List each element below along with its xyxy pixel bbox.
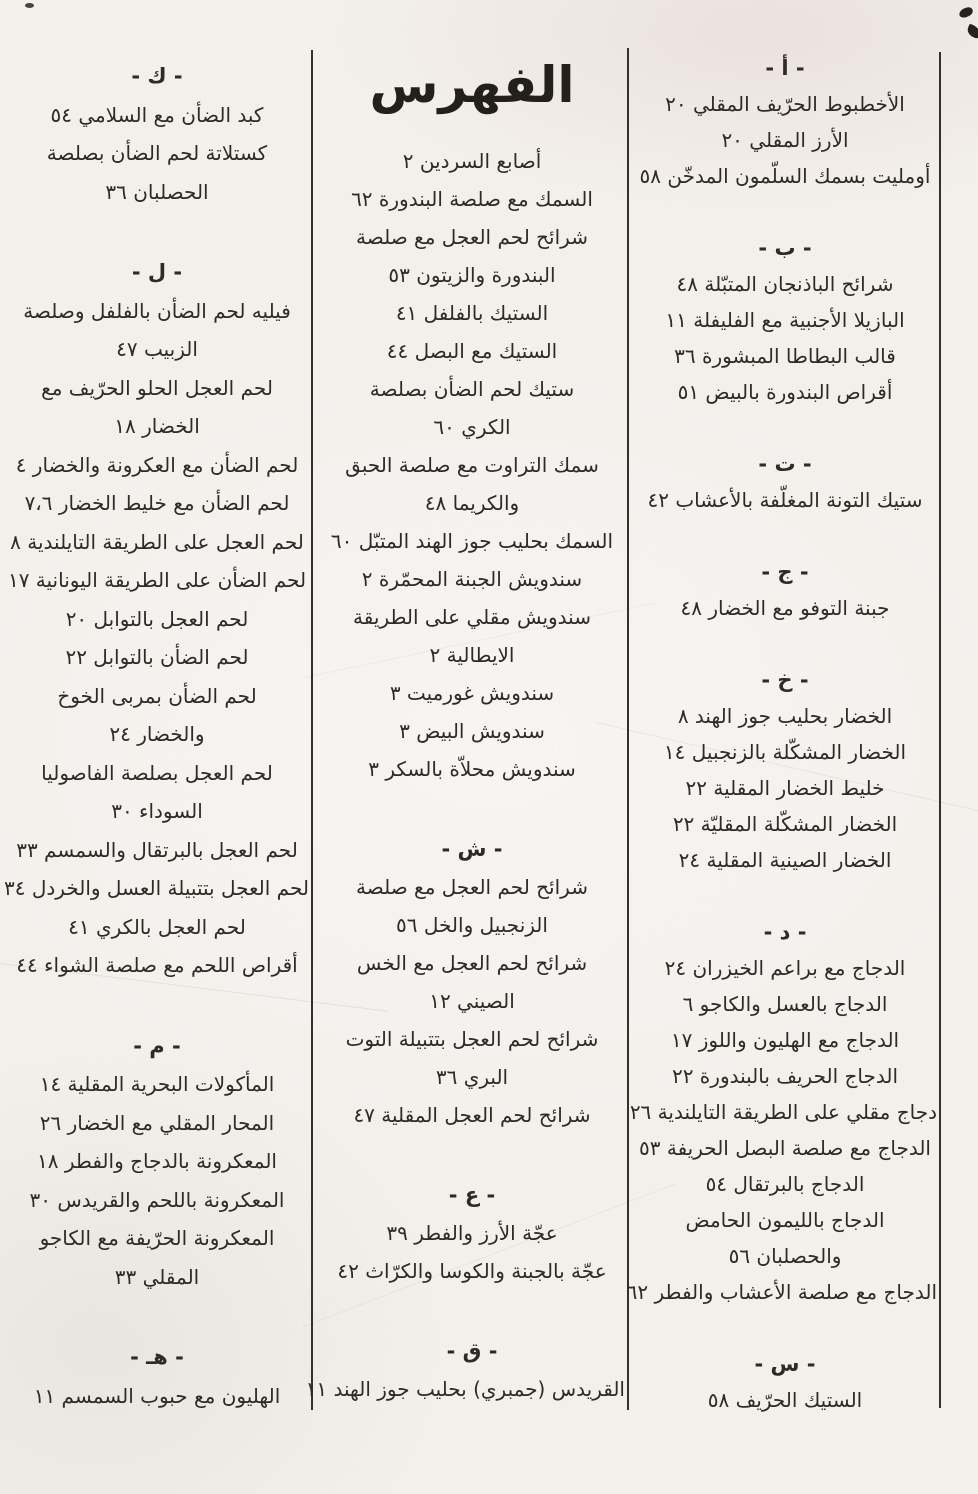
index-entry	[320, 868, 626, 944]
index-column-left	[6, 57, 310, 1415]
entry-line: أومليت بسمك السلّمون المدخّن ٥٨	[640, 164, 932, 188]
index-entry	[6, 1065, 310, 1104]
entry-line: سندويش محلاّة بالسكر ٣	[369, 757, 577, 781]
entry-line: سندويش مقلي على الطريقة	[354, 605, 592, 629]
index-entry	[634, 1130, 938, 1166]
entry-line: لحم العجل على الطريقة التايلندية ٨	[11, 529, 305, 554]
index-entry	[320, 522, 626, 560]
index-entry	[6, 1377, 310, 1416]
index-entry	[6, 1104, 310, 1143]
index-entry	[627, 1274, 938, 1310]
entry-line: لحم العجل الحلو الحرّيف مع	[42, 375, 274, 400]
entry-line: المعكرونة باللحم والقريدس ٣٠	[30, 1187, 286, 1212]
index-entry	[320, 712, 626, 750]
entry-line: الستيك الحرّيف ٥٨	[708, 1388, 864, 1412]
section-letter: - س -	[755, 1352, 817, 1376]
index-entry	[320, 1252, 626, 1290]
index-entry	[6, 638, 310, 677]
entry-line: كستلاتة لحم الضأن بصلصة	[47, 141, 269, 165]
entry-line: الدجاج بالعسل والكاجو ٦	[683, 992, 889, 1016]
entry-line: لحم العجل بالبرتقال والسمسم ٣٣	[17, 837, 299, 862]
index-entry	[320, 142, 626, 180]
entry-line: جبنة التوفو مع الخضار ٤٨	[681, 596, 891, 620]
index-entry	[306, 1370, 626, 1408]
entry-line: القريدس (جمبري) بحليب جوز الهند ١١	[306, 1377, 626, 1401]
section-letter: - أ -	[766, 56, 806, 80]
entry-line: لحم الضأن مع خليط الخضار ٧،٦	[25, 491, 291, 515]
entry-line: لحم العجل بالتوابل ٢٠	[66, 606, 250, 631]
entry-line: الايطالية ٢	[430, 643, 516, 667]
entry-line: المأكولات البحرية المقلية ١٤	[40, 1072, 276, 1096]
entry-line: الخضار ١٨	[115, 414, 201, 438]
index-entry	[634, 482, 938, 518]
index-entry	[6, 677, 310, 754]
entry-line: الخضار بحليب جوز الهند ٨	[678, 704, 894, 728]
index-entry	[634, 770, 938, 806]
index-entry	[634, 122, 938, 158]
entry-line: البري ٣٦	[436, 1065, 510, 1089]
index-entry	[634, 86, 938, 122]
index-entry	[634, 590, 938, 626]
index-entry	[634, 266, 938, 302]
entry-line: الخضار الصينية المقلية ٢٤	[679, 848, 893, 872]
index-entry	[320, 1096, 626, 1134]
entry-line: شرائح لحم العجل مع صلصة	[357, 225, 589, 249]
section-letter: - هـ -	[131, 1345, 185, 1369]
index-entry	[6, 869, 310, 908]
entry-line: الزبيب ٤٧	[117, 337, 199, 361]
index-entry	[6, 600, 310, 639]
entry-line: الحصلبان ٣٦	[106, 179, 210, 204]
entry-line: السمك بحليب جوز الهند المتبّل ٦٠	[331, 529, 615, 553]
entry-line: لحم الضأن بمربى الخوخ	[58, 683, 258, 708]
index-entry	[634, 1166, 938, 1202]
entry-line: فيليه لحم الضأن بالفلفل وصلصة	[24, 298, 292, 323]
entry-line: والخضار ٢٤	[110, 722, 206, 746]
entry-line: المعكرونة الحرّيفة مع الكاجو	[40, 1226, 276, 1250]
entry-line: سمك التراوت مع صلصة الحبق	[346, 453, 600, 477]
column-divider-left	[312, 50, 314, 1410]
entry-line: الخضار المشكّلة بالزنجبيل ١٤	[664, 740, 908, 764]
section-letter: - ل -	[132, 260, 184, 284]
section-letter: - ق -	[447, 1339, 499, 1363]
index-entry	[634, 374, 938, 410]
index-entry	[6, 754, 310, 831]
index-entry	[320, 1020, 626, 1096]
section-letter: - خ -	[762, 668, 810, 692]
index-entry	[634, 806, 938, 842]
index-entry	[6, 1181, 310, 1220]
index-entry	[6, 134, 310, 211]
entry-line: لحم العجل بتتبيلة العسل والخردل ٣٤	[5, 876, 310, 900]
index-entry	[320, 1214, 626, 1252]
entry-line: ستيك لحم الضأن بصلصة	[370, 377, 576, 401]
index-entry	[320, 560, 626, 598]
index-entry	[6, 523, 310, 562]
entry-line: شرائح لحم العجل مع الخس	[357, 951, 589, 975]
entry-line: السوداء ٣٠	[112, 799, 204, 823]
section-letter: - ب -	[759, 236, 813, 260]
index-column-right	[627, 50, 938, 1418]
index-entry	[630, 1094, 938, 1130]
index-entry	[634, 734, 938, 770]
ink-blot	[966, 24, 978, 40]
entry-line: شرائح لحم العجل المقلية ٤٧	[354, 1103, 592, 1127]
index-entry	[634, 950, 938, 986]
index-entry	[6, 908, 310, 947]
column-divider-center	[628, 48, 630, 1410]
index-entry	[634, 986, 938, 1022]
entry-line: دجاج مقلي على الطريقة التايلندية ٢٦	[630, 1100, 938, 1124]
entry-line: أقراص اللحم مع صلصة الشواء ٤٤	[17, 953, 299, 977]
index-entry	[320, 674, 626, 712]
index-entry	[6, 1142, 310, 1181]
entry-line: الدجاج الحريف بالبندورة ٢٢	[672, 1064, 900, 1088]
index-entry	[320, 218, 626, 294]
entry-line: شرائح الباذنجان المتبّلة ٤٨	[677, 272, 895, 296]
entry-line: الدجاج بالبرتقال ٥٤	[706, 1172, 866, 1196]
entry-line: لحم العجل بصلصة الفاصوليا	[42, 760, 274, 785]
index-column-center	[306, 48, 626, 1408]
entry-line: الستيك بالفلفل ٤١	[396, 301, 550, 325]
entry-line: كبد الضأن مع السلامي ٥٤	[51, 102, 265, 127]
page-title: الفهرس	[370, 56, 576, 114]
entry-line: المقلي ٣٣	[115, 1264, 201, 1289]
index-entry	[6, 369, 310, 446]
entry-line: لحم الضأن بالتوابل ٢٢	[66, 645, 250, 669]
entry-line: شرائح لحم العجل بتتبيلة التوت	[346, 1027, 600, 1051]
entry-line: الأخطبوط الحرّيف المقلي ٢٠	[666, 92, 906, 116]
entry-line: خليط الخضار المقلية ٢٢	[686, 776, 886, 800]
entry-line: الدجاج مع صلصة الأعشاب والفطر ٦٢	[627, 1280, 938, 1304]
index-entry	[6, 831, 310, 870]
index-entry	[634, 698, 938, 734]
entry-line: المعكرونة بالدجاج والفطر ١٨	[38, 1149, 278, 1173]
entry-line: لحم العجل بالكري ٤١	[69, 914, 247, 939]
index-entry	[6, 1219, 310, 1296]
entry-line: الدجاج مع صلصة البصل الحريفة ٥٣	[640, 1136, 932, 1160]
entry-line: الأرز المقلي ٢٠	[722, 128, 850, 152]
entry-line: البازيلا الأجنبية مع الفليفلة ١١	[666, 308, 906, 332]
entry-line: الدجاج مع براعم الخيزران ٢٤	[665, 956, 907, 980]
index-entry	[320, 294, 626, 332]
index-entry	[320, 598, 626, 674]
index-entry	[320, 446, 626, 522]
entry-line: عجّة بالجبنة والكوسا والكرّاث ٤٢	[338, 1259, 608, 1283]
index-entry	[320, 332, 626, 370]
section-letter: - ك -	[132, 64, 184, 88]
entry-line: الزنجبيل والخل ٥٦	[397, 913, 549, 937]
index-entry	[320, 750, 626, 788]
index-entry	[6, 561, 310, 600]
entry-line: الهليون مع حبوب السمسم ١١	[34, 1383, 282, 1408]
index-entry	[320, 180, 626, 218]
entry-line: الدجاج بالليمون الحامض	[686, 1208, 886, 1232]
index-entry	[634, 1382, 938, 1418]
index-entry	[634, 302, 938, 338]
index-entry	[634, 842, 938, 878]
index-entry	[634, 1202, 938, 1274]
entry-line: الدجاج مع الهليون واللوز ١٧	[671, 1028, 901, 1052]
column-divider-right	[940, 52, 942, 1408]
entry-line: الكري ٦٠	[434, 415, 512, 439]
index-entry	[6, 484, 310, 523]
section-letter: - ش -	[442, 837, 504, 861]
index-entry	[634, 338, 938, 374]
entry-line: والحصلبان ٥٦	[729, 1244, 843, 1268]
index-entry	[634, 1022, 938, 1058]
entry-line: سندويش غورميت ٣	[390, 681, 556, 705]
entry-line: أصابع السردين ٢	[403, 149, 543, 173]
entry-line: البندورة والزيتون ٥٣	[389, 263, 557, 287]
entry-line: سندويش الجبنة المحمّرة ٢	[362, 567, 584, 591]
index-entry	[320, 944, 626, 1020]
entry-line: أقراص البندورة بالبيض ٥١	[678, 380, 894, 404]
section-letter: - ت -	[759, 452, 813, 476]
index-entry	[6, 292, 310, 369]
entry-line: الصيني ١٢	[430, 989, 516, 1013]
ink-speck	[26, 3, 35, 8]
entry-line: السمك مع صلصة البندورة ٦٢	[352, 187, 594, 211]
entry-line: لحم الضأن مع العكرونة والخضار ٤	[16, 452, 300, 477]
entry-line: عجّة الأرز والفطر ٣٩	[387, 1221, 559, 1245]
ink-blot	[959, 6, 975, 19]
index-entry	[634, 158, 938, 194]
section-letter: - د -	[764, 920, 808, 944]
index-entry	[6, 946, 310, 985]
entry-line: سندويش البيض ٣	[400, 719, 546, 743]
section-letter: - ج -	[762, 560, 810, 584]
entry-line: والكريما ٤٨	[425, 491, 521, 515]
index-entry	[320, 370, 626, 446]
index-entry	[6, 96, 310, 135]
entry-line: قالب البطاطا المبشورة ٣٦	[675, 344, 897, 368]
entry-line: الستيك مع البصل ٤٤	[387, 339, 559, 363]
entry-line: ستيك التونة المغلّفة بالأعشاب ٤٢	[648, 488, 924, 512]
entry-line: الخضار المشكّلة المقليّة ٢٢	[673, 812, 899, 836]
section-letter: - ع -	[449, 1183, 497, 1207]
entry-line: شرائح لحم العجل مع صلصة	[357, 875, 589, 899]
index-entry	[6, 446, 310, 485]
entry-line: المحار المقلي مع الخضار ٢٦	[40, 1110, 276, 1135]
entry-line: لحم الضأن على الطريقة اليونانية ١٧	[8, 568, 308, 592]
index-entry	[634, 1058, 938, 1094]
section-letter: - م -	[134, 1033, 182, 1058]
